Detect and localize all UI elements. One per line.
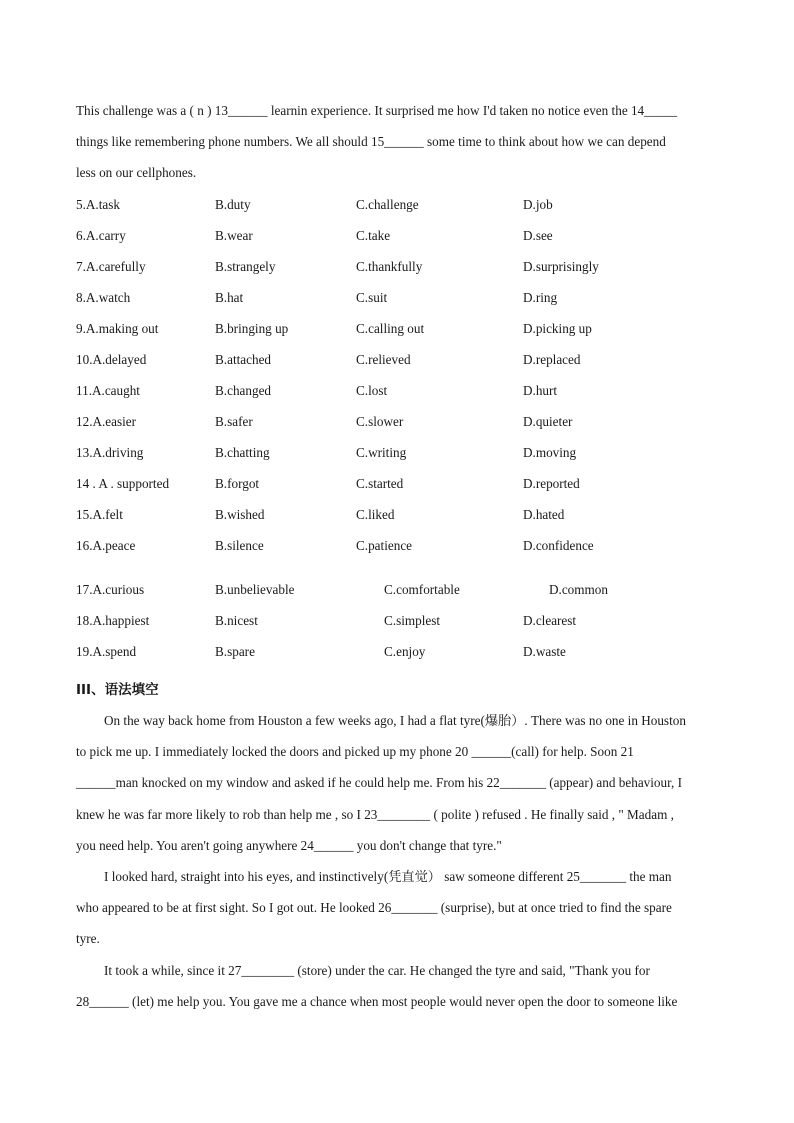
option-a: 11.A.caught: [76, 383, 140, 398]
option-a: 10.A.delayed: [76, 352, 147, 367]
option-d: D.see: [523, 228, 553, 243]
option-b: B.strangely: [215, 259, 276, 274]
text-line: knew he was far more likely to rob than help me , so I 23________ ( polite ) refused . He finally said , " Madam ,: [76, 806, 674, 822]
option-b: B.duty: [215, 197, 251, 212]
option-d: D.hurt: [523, 383, 558, 398]
option-a: 7.A.carefully: [76, 259, 146, 274]
option-c: C.writing: [356, 445, 407, 460]
text-line: who appeared to be at first sight. So I got out. He looked 26_______ (surprise), but at once tried to find the spare: [76, 900, 672, 916]
text-line: you need help. You aren't going anywhere 24______ you don't change that tyre.": [76, 837, 502, 853]
option-a: 6.A.carry: [76, 228, 126, 243]
option-c: C.patience: [356, 538, 413, 553]
option-d: D.confidence: [523, 538, 594, 553]
option-b: B.wished: [215, 507, 265, 522]
option-d: D.common: [549, 582, 608, 597]
option-d: D.job: [523, 197, 553, 212]
text-line: On the way back home from Houston a few weeks ago, I had a flat tyre(爆胎）. There was no one in Houston: [104, 713, 686, 728]
option-b: B.chatting: [215, 445, 270, 460]
option-d: D.clearest: [523, 613, 577, 628]
option-d: D.picking up: [523, 321, 592, 336]
option-a: 13.A.driving: [76, 445, 144, 460]
text-line: things like remembering phone numbers. We all should 15______ some time to think about how we can depend: [76, 134, 666, 150]
option-d: D.ring: [523, 290, 558, 305]
section-heading: III、语法填空: [76, 682, 159, 698]
option-c: C.suit: [356, 290, 388, 305]
text-line: ______man knocked on my window and asked if he could help me. From his 22_______ (appear) and behaviour, I: [76, 775, 682, 791]
option-d: D.reported: [523, 476, 580, 491]
options-group-2: [76, 574, 722, 667]
option-b: B.hat: [215, 290, 244, 305]
option-row: [76, 636, 722, 667]
option-row: [76, 251, 722, 282]
options-group-1: [76, 189, 722, 561]
option-d: D.quieter: [523, 414, 573, 429]
option-b: B.wear: [215, 228, 253, 243]
option-c: C.relieved: [356, 352, 411, 367]
text-line: tyre.: [76, 931, 100, 947]
option-b: B.changed: [215, 383, 272, 398]
option-b: B.bringing up: [215, 321, 289, 336]
option-d: D.replaced: [523, 352, 581, 367]
option-d: D.moving: [523, 445, 577, 460]
option-d: D.waste: [523, 644, 566, 659]
passage-paragraph-1: [76, 705, 722, 861]
option-c: C.challenge: [356, 197, 419, 212]
option-a: 17.A.curious: [76, 582, 145, 597]
option-a: 5.A.task: [76, 197, 120, 212]
option-row: [76, 468, 722, 499]
option-c: C.started: [356, 476, 404, 491]
option-c: C.comfortable: [384, 582, 460, 597]
option-a: 8.A.watch: [76, 290, 131, 305]
option-b: B.attached: [215, 352, 272, 367]
option-b: B.nicest: [215, 613, 258, 628]
option-c: C.liked: [356, 507, 395, 522]
option-row: [76, 499, 722, 530]
passage-paragraph-2: [76, 861, 722, 955]
option-row: [76, 530, 722, 561]
option-c: C.lost: [356, 383, 388, 398]
text-line: less on our cellphones.: [76, 165, 197, 181]
option-d: D.hated: [523, 507, 565, 522]
option-a: 9.A.making out: [76, 321, 159, 336]
option-a: 18.A.happiest: [76, 613, 150, 628]
option-a: 14 . A . supported: [76, 476, 170, 491]
option-d: D.surprisingly: [523, 259, 599, 274]
text-line: This challenge was a ( n ) 13______ learnin experience. It surprised me how I'd taken no notice even the 14_____: [76, 103, 678, 118]
option-row: [76, 313, 722, 344]
option-a: 16.A.peace: [76, 538, 136, 553]
option-a: 19.A.spend: [76, 644, 137, 659]
option-c: C.thankfully: [356, 259, 423, 274]
text-line: I looked hard, straight into his eyes, and instinctively(凭直觉） saw someone different 25_______ the man: [104, 869, 672, 884]
option-b: B.unbelievable: [215, 582, 295, 597]
option-row: [76, 344, 722, 375]
option-row: [76, 189, 722, 220]
text-line: 28______ (let) me help you. You gave me a chance when most people would never open the door to someone like: [76, 994, 678, 1010]
option-b: B.forgot: [215, 476, 260, 491]
option-c: C.slower: [356, 414, 404, 429]
option-row: [76, 406, 722, 437]
passage-paragraph-3: [76, 955, 722, 1017]
text-line: to pick me up. I immediately locked the doors and picked up my phone 20 ______(call) for help. Soon 21: [76, 744, 634, 760]
option-c: C.simplest: [384, 613, 441, 628]
option-b: B.safer: [215, 414, 253, 429]
option-row: [76, 375, 722, 406]
option-row: [76, 605, 722, 636]
option-a: 15.A.felt: [76, 507, 123, 522]
intro-paragraph: [76, 95, 722, 189]
option-row: [76, 220, 722, 251]
option-c: C.enjoy: [384, 644, 426, 659]
option-b: B.spare: [215, 644, 255, 659]
option-c: C.take: [356, 228, 391, 243]
option-row: [76, 437, 722, 468]
option-a: 12.A.easier: [76, 414, 137, 429]
text-line: It took a while, since it 27________ (store) under the car. He changed the tyre and said, "Thank you for: [104, 963, 650, 978]
option-row: [76, 574, 722, 605]
option-row: [76, 282, 722, 313]
option-b: B.silence: [215, 538, 264, 553]
option-c: C.calling out: [356, 321, 425, 336]
